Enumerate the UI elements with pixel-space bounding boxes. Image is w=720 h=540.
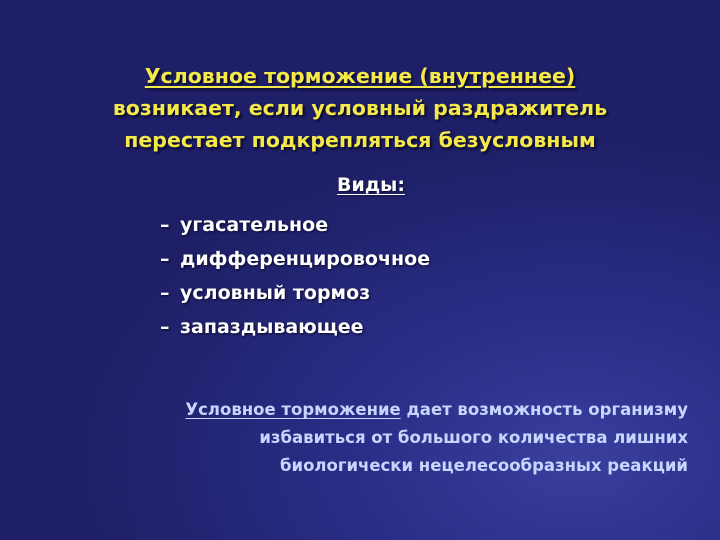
title-line-2: возникает, если условный раздражитель <box>112 96 608 120</box>
note-line-2: избавиться от большого количества лишних <box>259 428 688 447</box>
slide-title <box>40 60 680 156</box>
types-list <box>160 208 430 344</box>
list-item-text: запаздывающее <box>180 316 364 338</box>
list-item-text: дифференцировочное <box>180 248 431 270</box>
list-item-text: условный тормоз <box>180 282 371 304</box>
note-line-1: дает возможность организму <box>400 400 688 419</box>
title-line-1: Условное торможение (внутреннее) <box>144 64 576 88</box>
list-item <box>160 310 430 344</box>
note-underlined-term: Условное торможение <box>185 400 401 419</box>
title-line-3: перестает подкрепляться безусловным <box>124 128 596 152</box>
note-paragraph <box>40 396 688 480</box>
list-dash: – <box>160 248 170 270</box>
list-dash: – <box>160 282 170 304</box>
list-item <box>160 276 430 310</box>
list-dash: – <box>160 214 170 236</box>
list-item <box>160 208 430 242</box>
list-item <box>160 242 430 276</box>
list-dash: – <box>160 316 170 338</box>
types-heading: Виды: <box>337 174 405 196</box>
note-line-3: биологически нецелесообразных реакций <box>279 456 688 475</box>
list-item-text: угасательное <box>180 214 329 236</box>
